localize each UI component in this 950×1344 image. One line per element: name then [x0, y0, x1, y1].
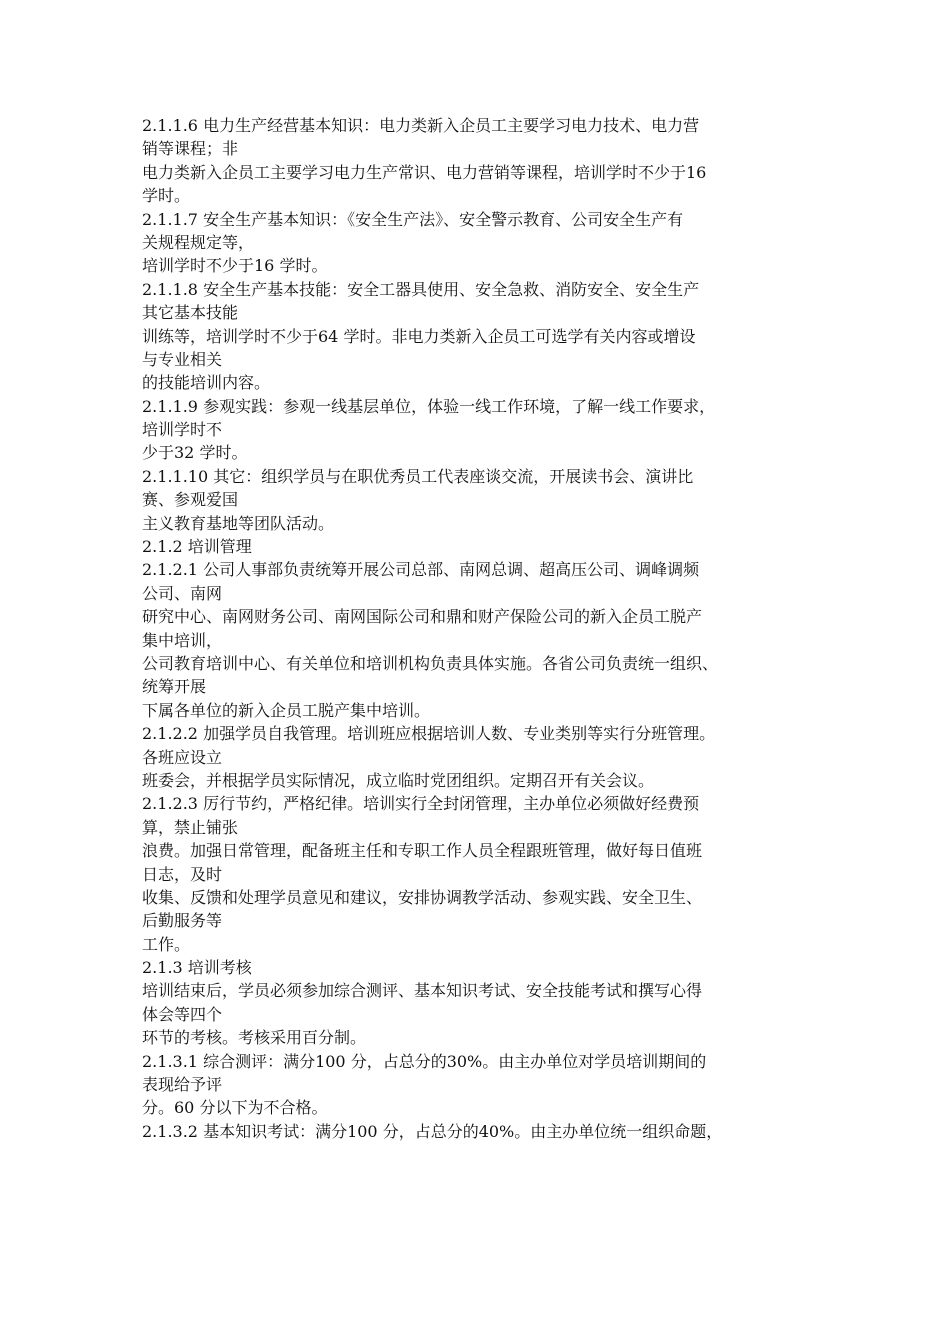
text-line: 培训结束后，学员必须参加综合测评、基本知识考试、安全技能考试和撰写心得 [142, 981, 703, 1001]
text-line: 其它基本技能 [142, 303, 239, 323]
text-line: 2.1.1.7 安全生产基本知识：《安全生产法》、安全警示教育、公司安全生产有 [142, 209, 684, 229]
text-line: 销等课程；非 [142, 139, 239, 159]
text-line: 2.1.1.10 其它：组织学员与在职优秀员工代表座谈交流，开展读书会、演讲比 [142, 466, 694, 486]
text-line: 培训学时不 [142, 420, 223, 440]
text-line: 2.1.3.1 综合测评：满分100 分，占总分的30%。由主办单位对学员培训期间的 [142, 1051, 707, 1071]
text-line: 研究中心、南网财务公司、南网国际公司和鼎和财产保险公司的新入企员工脱产 [142, 607, 703, 627]
text-line: 2.1.2.2 加强学员自我管理。培训班应根据培训人数、专业类别等实行分班管理。 [142, 724, 716, 744]
text-line: 与专业相关 [142, 349, 223, 369]
text-line: 训练等，培训学时不少于64 学时。非电力类新入企员工可选学有关内容或增设 [142, 326, 696, 346]
text-line: 培训学时不少于16 学时。 [142, 256, 328, 276]
text-line: 电力类新入企员工主要学习电力生产常识、电力营销等课程，培训学时不少于16 [142, 162, 707, 182]
text-line: 算，禁止铺张 [142, 817, 239, 837]
text-line: 赛、参观爱国 [142, 490, 239, 510]
text-line: 公司教育培训中心、有关单位和培训机构负责具体实施。各省公司负责统一组织、 [142, 653, 719, 673]
text-line: 关规程规定等， [142, 232, 255, 252]
text-line: 学时。 [142, 186, 191, 206]
text-line: 2.1.1.8 安全生产基本技能：安全工器具使用、安全急救、消防安全、安全生产 [142, 279, 700, 299]
text-line: 分。60 分以下为不合格。 [142, 1098, 328, 1118]
text-line: 2.1.2.3 厉行节约，严格纪律。培训实行全封闭管理，主办单位必须做好经费预 [142, 794, 700, 814]
text-line: 各班应设立 [142, 747, 223, 767]
text-line: 公司、南网 [142, 583, 223, 603]
text-line: 2.1.3.2 基本知识考试：满分100 分，占总分的40%。由主办单位统一组织命题， [142, 1121, 723, 1141]
text-line: 环节的考核。考核采用百分制。 [142, 1028, 367, 1048]
text-line: 体会等四个 [142, 1004, 223, 1024]
text-line: 2.1.1.9 参观实践：参观一线基层单位，体验一线工作环境，了解一线工作要求， [142, 396, 716, 416]
text-line: 的技能培训内容。 [142, 373, 271, 393]
text-line: 日志，及时 [142, 864, 223, 884]
text-line: 表现给予评 [142, 1075, 223, 1095]
text-line: 后勤服务等 [142, 911, 223, 931]
text-line: 收集、反馈和处理学员意见和建议，安排协调教学活动、参观实践、安全卫生、 [142, 887, 703, 907]
text-line: 工作。 [142, 934, 191, 954]
text-line: 少于32 学时。 [142, 443, 248, 463]
section-heading: 2.1.3 培训考核 [142, 958, 252, 978]
text-line: 2.1.2.1 公司人事部负责统筹开展公司总部、南网总调、超高压公司、调峰调频 [142, 560, 700, 580]
text-line: 浪费。加强日常管理，配备班主任和专职工作人员全程跟班管理，做好每日值班 [142, 841, 703, 861]
text-line: 班委会，并根据学员实际情况，成立临时党团组织。定期召开有关会议。 [142, 770, 655, 790]
text-line: 统筹开展 [142, 677, 207, 697]
text-line: 下属各单位的新入企员工脱产集中培训。 [142, 700, 431, 720]
text-line: 2.1.1.6 电力生产经营基本知识：电力类新入企员工主要学习电力技术、电力营 [142, 116, 700, 135]
text-line: 集中培训， [142, 630, 223, 650]
section-heading: 2.1.2 培训管理 [142, 537, 252, 557]
text-line: 主义教育基地等团队活动。 [142, 513, 335, 533]
document-page [142, 114, 822, 1143]
